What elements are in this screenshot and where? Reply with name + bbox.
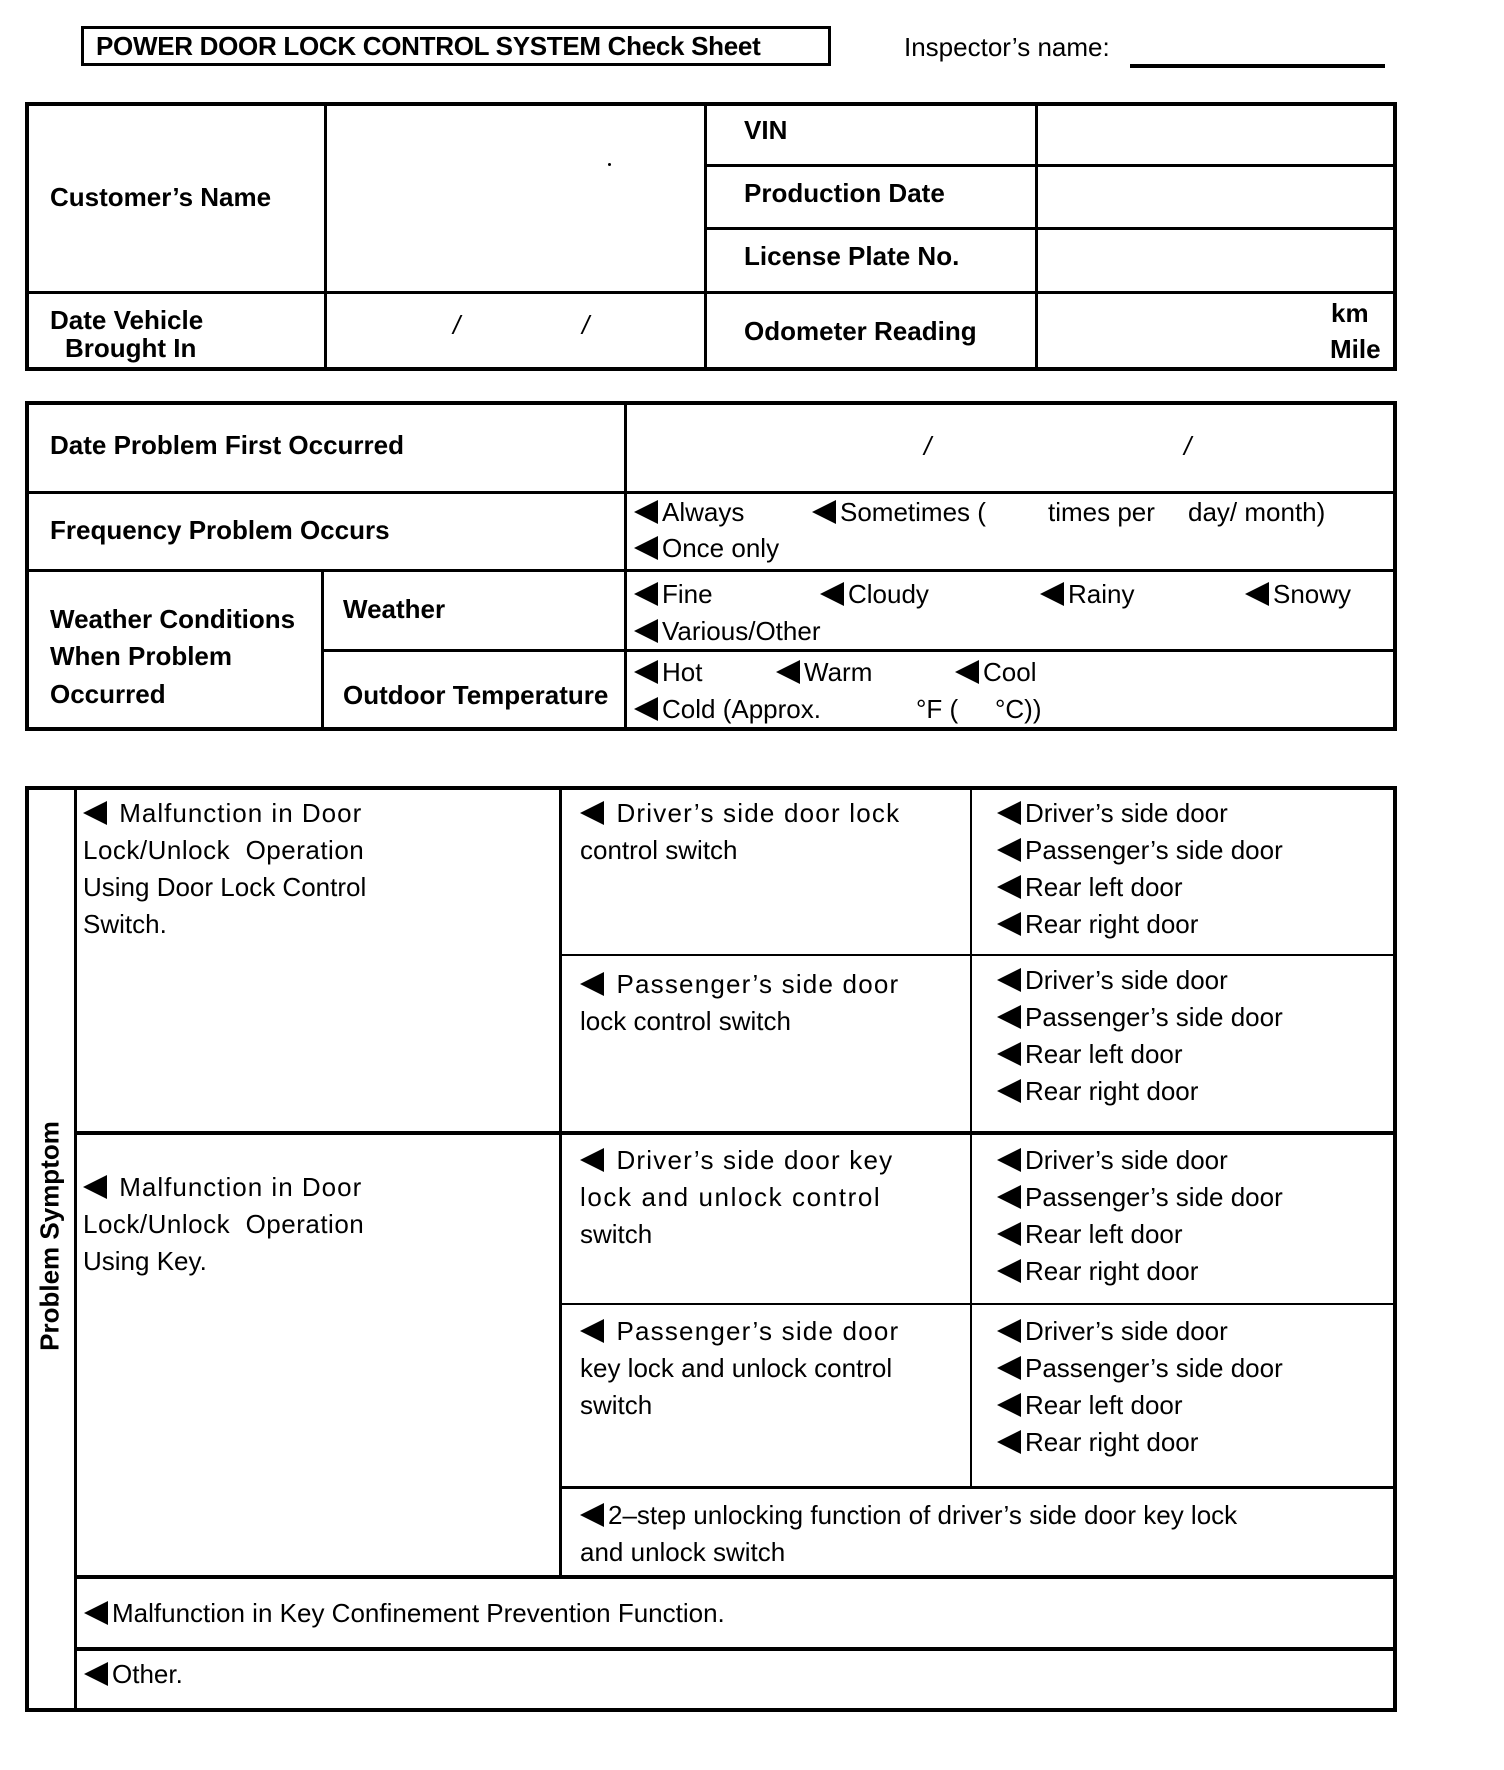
weather-group-label-line2: When Problem xyxy=(50,641,233,671)
date-first-occurred-field[interactable] xyxy=(630,407,1392,489)
column-divider xyxy=(970,786,972,1487)
odometer-unit-mile[interactable]: Mile xyxy=(1330,334,1381,364)
problem-symptom-label: Problem Symptom xyxy=(34,1121,65,1351)
weather-group-label-line1: Weather Conditions xyxy=(50,604,296,634)
door-option-driver[interactable]: Driver’s side door xyxy=(997,962,1283,999)
door-option-rear-left[interactable]: Rear left door xyxy=(997,869,1283,906)
door-option-driver[interactable]: Driver’s side door xyxy=(997,1142,1283,1179)
checkbox-triangle-icon xyxy=(997,968,1021,992)
date-brought-in-label-line2: Brought In xyxy=(65,333,197,363)
frequency-label: Frequency Problem Occurs xyxy=(50,515,390,545)
door-option-driver[interactable]: Driver’s side door xyxy=(997,795,1283,832)
column-divider xyxy=(74,786,77,1712)
table-border xyxy=(25,401,1397,405)
table-border xyxy=(25,1708,1397,1712)
odometer-label: Odometer Reading xyxy=(744,316,977,346)
symptom-line: Malfunction in Door xyxy=(83,1169,553,1206)
row-divider xyxy=(25,491,1397,494)
symptom-two-step-unlocking[interactable] xyxy=(580,1497,1380,1571)
two-step-line: and unlock switch xyxy=(580,1537,786,1567)
checkbox-triangle-icon xyxy=(812,500,836,524)
stray-dot xyxy=(608,163,611,166)
door-option-passenger[interactable]: Passenger’s side door xyxy=(997,999,1283,1036)
switch-line: key lock and unlock control xyxy=(580,1353,893,1383)
row-divider xyxy=(74,1131,1397,1135)
checkbox-triangle-icon xyxy=(997,1356,1021,1380)
table-border xyxy=(25,727,1397,731)
weather-option-snowy[interactable]: Snowy xyxy=(1245,578,1351,610)
checkbox-triangle-icon xyxy=(634,582,658,606)
checkbox-triangle-icon xyxy=(580,1503,604,1527)
row-divider xyxy=(559,954,1397,956)
symptom-line: Malfunction in Door xyxy=(83,795,553,832)
checkbox-triangle-icon xyxy=(634,619,658,643)
temperature-label: Outdoor Temperature xyxy=(343,680,609,710)
checkbox-triangle-icon xyxy=(997,912,1021,936)
checkbox-triangle-icon xyxy=(997,1259,1021,1283)
table-border xyxy=(1393,401,1397,731)
checkbox-triangle-icon xyxy=(997,875,1021,899)
date-first-occurred-label: Date Problem First Occurred xyxy=(50,430,404,460)
table-border xyxy=(25,786,1397,790)
vin-label: VIN xyxy=(744,115,788,145)
checkbox-triangle-icon xyxy=(84,1601,108,1625)
symptom-line: Lock/Unlock Operation xyxy=(83,835,365,865)
checkbox-triangle-icon xyxy=(997,1393,1021,1417)
row-divider xyxy=(25,291,1397,294)
checkbox-triangle-icon xyxy=(634,660,658,684)
checkbox-triangle-icon xyxy=(634,697,658,721)
row-divider xyxy=(704,164,1396,167)
inspector-name-label: Inspector’s name: xyxy=(904,32,1110,62)
checkbox-triangle-icon xyxy=(83,1175,107,1199)
checkbox-triangle-icon xyxy=(580,801,604,825)
checkbox-triangle-icon xyxy=(83,801,107,825)
table-border xyxy=(25,102,29,371)
door-option-rear-left[interactable]: Rear left door xyxy=(997,1216,1283,1253)
door-option-rear-right[interactable]: Rear right door xyxy=(997,1073,1283,1110)
column-divider xyxy=(704,102,707,371)
column-divider xyxy=(624,401,627,731)
door-option-rear-right[interactable]: Rear right door xyxy=(997,1253,1283,1290)
row-divider xyxy=(559,1486,1397,1489)
temperature-unit-c: °C)) xyxy=(995,694,1042,724)
door-option-rear-left[interactable]: Rear left door xyxy=(997,1387,1283,1424)
symptom-line: Using Door Lock Control xyxy=(83,872,367,902)
table-border xyxy=(25,401,29,731)
odometer-unit-km[interactable]: km xyxy=(1331,298,1369,328)
production-date-field[interactable] xyxy=(1040,170,1392,225)
table-border xyxy=(25,367,1397,371)
checkbox-triangle-icon xyxy=(634,500,658,524)
temperature-option-warm[interactable]: Warm xyxy=(776,656,872,688)
frequency-option-sometimes[interactable]: Sometimes ( xyxy=(812,496,986,528)
symptom-key-confinement[interactable]: Malfunction in Key Confinement Prevention Function. xyxy=(84,1595,725,1632)
checkbox-triangle-icon xyxy=(84,1662,108,1686)
door-list xyxy=(997,795,1283,943)
frequency-option-always[interactable]: Always xyxy=(634,496,744,528)
checkbox-triangle-icon xyxy=(997,1222,1021,1246)
checkbox-triangle-icon xyxy=(634,536,658,560)
temperature-option-cool[interactable]: Cool xyxy=(955,656,1036,688)
door-option-rear-right[interactable]: Rear right door xyxy=(997,1424,1283,1461)
symptom-line: Lock/Unlock Operation xyxy=(83,1209,365,1239)
switch-line: switch xyxy=(580,1390,653,1420)
door-option-passenger[interactable]: Passenger’s side door xyxy=(997,1179,1283,1216)
checkbox-triangle-icon xyxy=(580,972,604,996)
license-plate-label: License Plate No. xyxy=(744,241,960,271)
door-option-passenger[interactable]: Passenger’s side door xyxy=(997,832,1283,869)
switch-line: lock and unlock control xyxy=(580,1182,882,1212)
weather-group-label-line3: Occurred xyxy=(50,679,166,709)
date-brought-in-label-line1: Date Vehicle xyxy=(50,305,204,335)
frequency-times-per: times per xyxy=(1048,497,1155,527)
checkbox-triangle-icon xyxy=(997,1319,1021,1343)
row-divider xyxy=(25,569,1397,572)
date-separator: / xyxy=(924,431,932,461)
symptom-group-door-lock-switch[interactable] xyxy=(83,795,553,943)
checkbox-triangle-icon xyxy=(997,838,1021,862)
checkbox-triangle-icon xyxy=(997,1185,1021,1209)
table-border xyxy=(25,102,1397,106)
row-divider xyxy=(559,1303,1397,1305)
frequency-day-month: day/ month) xyxy=(1188,497,1326,527)
checkbox-triangle-icon xyxy=(997,1079,1021,1103)
temperature-option-cold[interactable]: Cold (Approx. xyxy=(634,693,821,725)
table-border xyxy=(1393,786,1397,1712)
door-list xyxy=(997,1142,1283,1290)
temperature-option-hot[interactable]: Hot xyxy=(634,656,702,688)
switch-line: Driver’s side door key xyxy=(580,1142,960,1179)
two-step-line: 2–step unlocking function of driver’s side door key lock xyxy=(580,1497,1380,1534)
sheet-title: POWER DOOR LOCK CONTROL SYSTEM Check Sheet xyxy=(81,26,831,66)
weather-option-rainy[interactable]: Rainy xyxy=(1040,578,1134,610)
symptom-other[interactable]: Other. xyxy=(84,1656,183,1693)
inspector-name-field[interactable] xyxy=(1130,64,1385,68)
table-border xyxy=(1393,102,1397,371)
weather-option-cloudy[interactable]: Cloudy xyxy=(820,578,929,610)
door-list xyxy=(997,962,1283,1110)
checkbox-triangle-icon xyxy=(820,582,844,606)
weather-label: Weather xyxy=(343,594,446,624)
date-separator: / xyxy=(1184,431,1192,461)
door-option-passenger[interactable]: Passenger’s side door xyxy=(997,1350,1283,1387)
switch-line: lock control switch xyxy=(580,1006,791,1036)
vin-field[interactable] xyxy=(1040,108,1392,163)
customer-name-field[interactable] xyxy=(330,108,702,290)
weather-option-fine[interactable]: Fine xyxy=(634,578,713,610)
door-list xyxy=(997,1313,1283,1461)
checkbox-triangle-icon xyxy=(955,660,979,684)
checkbox-triangle-icon xyxy=(1040,582,1064,606)
door-option-rear-left[interactable]: Rear left door xyxy=(997,1036,1283,1073)
symptom-line: Using Key. xyxy=(83,1246,207,1276)
checkbox-triangle-icon xyxy=(580,1148,604,1172)
row-divider xyxy=(74,1575,1397,1579)
odometer-field[interactable] xyxy=(1040,296,1340,366)
door-option-driver[interactable]: Driver’s side door xyxy=(997,1313,1283,1350)
checkbox-triangle-icon xyxy=(997,801,1021,825)
checkbox-triangle-icon xyxy=(776,660,800,684)
checkbox-triangle-icon xyxy=(997,1042,1021,1066)
switch-line: switch xyxy=(580,1219,653,1249)
switch-line: Passenger’s side door xyxy=(580,1313,960,1350)
checkbox-triangle-icon xyxy=(997,1430,1021,1454)
checkbox-triangle-icon xyxy=(997,1148,1021,1172)
door-option-rear-right[interactable]: Rear right door xyxy=(997,906,1283,943)
row-divider xyxy=(321,649,1397,652)
column-divider xyxy=(559,786,562,1576)
production-date-label: Production Date xyxy=(744,178,945,208)
license-plate-field[interactable] xyxy=(1040,233,1392,289)
switch-driver-door-key-lock[interactable] xyxy=(580,1142,960,1253)
switch-line: Passenger’s side door xyxy=(580,966,960,1003)
date-brought-in-field[interactable] xyxy=(330,296,702,366)
row-divider xyxy=(74,1647,1397,1651)
switch-passenger-door-lock-control[interactable] xyxy=(580,966,960,1040)
frequency-option-once-only[interactable]: Once only xyxy=(634,532,779,564)
row-divider xyxy=(704,227,1396,230)
column-divider xyxy=(324,102,327,371)
customer-name-label: Customer’s Name xyxy=(50,182,272,212)
checkbox-triangle-icon xyxy=(580,1319,604,1343)
table-border xyxy=(25,786,29,1712)
date-separator: / xyxy=(453,310,461,340)
checkbox-triangle-icon xyxy=(997,1005,1021,1029)
switch-passenger-door-key-lock[interactable] xyxy=(580,1313,960,1424)
switch-driver-door-lock-control[interactable] xyxy=(580,795,960,869)
symptom-group-key[interactable] xyxy=(83,1169,553,1280)
switch-line: Driver’s side door lock xyxy=(580,795,960,832)
checkbox-triangle-icon xyxy=(1245,582,1269,606)
symptom-line: Switch. xyxy=(83,909,167,939)
column-divider xyxy=(1035,102,1038,371)
date-separator: / xyxy=(582,310,590,340)
temperature-unit-f: °F ( xyxy=(916,694,959,724)
switch-line: control switch xyxy=(580,835,738,865)
weather-option-various-other[interactable]: Various/Other xyxy=(634,615,820,647)
